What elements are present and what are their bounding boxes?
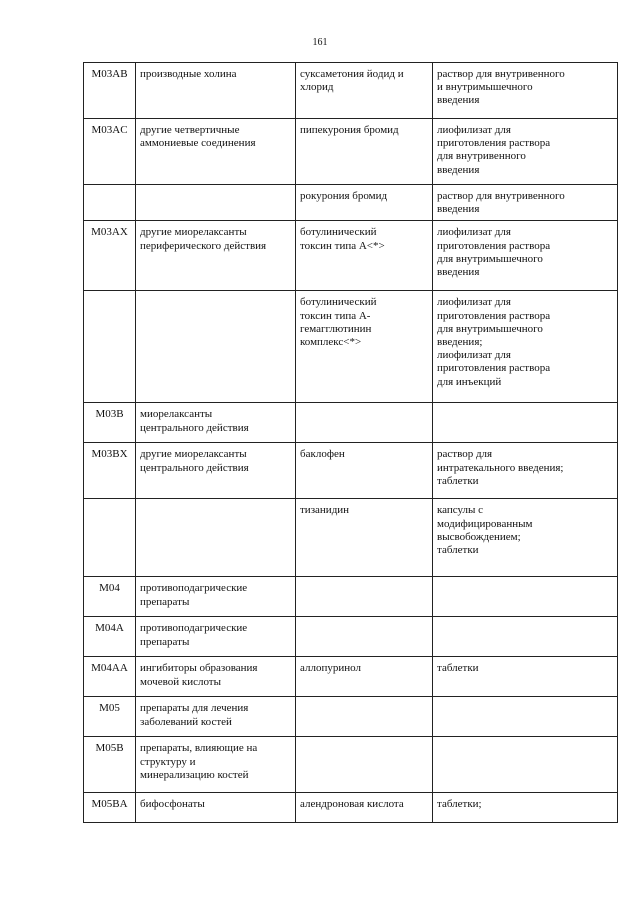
cell-text-line: приготовления раствора [437, 239, 551, 252]
drug-group-cell [136, 793, 296, 823]
dosage-form-cell [433, 119, 618, 185]
atc-code-cell [84, 185, 136, 221]
cell-text-line: таблетки [437, 662, 479, 675]
drug-group-cell [136, 63, 296, 119]
drug-name-cell [296, 737, 433, 793]
atc-code-cell: M04AA [84, 657, 136, 697]
drug-name-cell [296, 63, 433, 119]
atc-code-cell: M05 [84, 697, 136, 737]
cell-text-line: введения [437, 266, 480, 279]
atc-code-cell: M04A [84, 617, 136, 657]
dosage-form-cell [433, 657, 618, 697]
drug-group-cell [136, 577, 296, 617]
dosage-form-cell [433, 403, 618, 443]
drug-name-cell [296, 793, 433, 823]
drug-name-cell [296, 185, 433, 221]
drug-group-cell [136, 657, 296, 697]
drug-table [83, 62, 618, 823]
cell-text-line: центрального действия [140, 421, 249, 434]
drug-group-cell [136, 403, 296, 443]
cell-text-line: приготовления раствора [437, 137, 551, 150]
drug-group-cell [136, 185, 296, 221]
cell-text-line: рокурония бромид [300, 190, 388, 202]
cell-text-line: комплекс<*> [300, 336, 362, 349]
table-row [84, 499, 618, 577]
drug-name-cell [296, 291, 433, 403]
cell-text-line: минерализацию костей [140, 768, 249, 781]
dosage-form-cell [433, 221, 618, 291]
dosage-form-cell [433, 291, 618, 403]
drug-name-cell [296, 119, 433, 185]
table-row [84, 697, 618, 737]
cell-text-line: противоподагрические [140, 622, 248, 635]
table-body [84, 63, 618, 823]
table-row [84, 443, 618, 499]
cell-text-line: другие четвертичные [140, 124, 240, 136]
cell-text-line: для инъекций [437, 375, 502, 388]
drug-group-cell [136, 443, 296, 499]
dosage-form-cell [433, 737, 618, 793]
cell-text-line: хлорид [300, 81, 334, 94]
atc-code-cell [84, 291, 136, 403]
dosage-form-cell [433, 185, 618, 221]
cell-text-line: гемагглютинин [300, 322, 372, 335]
table-row [84, 737, 618, 793]
cell-text-line: ботулинический [300, 296, 377, 309]
cell-text-line: другие миорелаксанты [140, 226, 247, 239]
drug-name-cell [296, 617, 433, 657]
cell-text-line: таблетки; [437, 798, 482, 811]
cell-text-line: приготовления раствора [437, 362, 551, 375]
cell-text-line: препараты для лечения [140, 702, 249, 715]
cell-text-line: другие миорелаксанты [140, 448, 247, 461]
table-row [84, 119, 618, 185]
cell-text-line: препараты [140, 635, 190, 648]
cell-text-line: лиофилизат для [437, 226, 511, 239]
drug-group-cell [136, 697, 296, 737]
cell-text-line: препараты [140, 595, 190, 608]
atc-code-cell: M03B [84, 403, 136, 443]
cell-text-line: раствор для внутривенного [437, 190, 565, 202]
atc-code-cell: M05B [84, 737, 136, 793]
atc-code-cell [84, 499, 136, 577]
cell-text-line: ингибиторы образования [140, 662, 258, 675]
cell-text-line: и внутримышечного [437, 81, 533, 94]
cell-text-line: капсулы с [437, 504, 484, 517]
atc-code-cell: M03AB [84, 63, 136, 119]
drug-name-cell [296, 403, 433, 443]
cell-text-line: лиофилизат для [437, 296, 511, 309]
table-row [84, 577, 618, 617]
cell-text-line: для внутримышечного [437, 322, 543, 335]
drug-group-cell [136, 617, 296, 657]
cell-text-line: производные холина [140, 68, 237, 80]
drug-name-cell [296, 443, 433, 499]
cell-text-line: токсин типа А- [300, 309, 371, 322]
cell-text-line: тизанидин [300, 504, 350, 517]
cell-text-line: аммониевые соединения [140, 137, 256, 150]
table-row [84, 657, 618, 697]
cell-text-line: таблетки [437, 544, 479, 557]
drug-name-cell [296, 657, 433, 697]
cell-text-line: периферического действия [140, 239, 267, 252]
dosage-form-cell [433, 577, 618, 617]
cell-text-line: заболеваний костей [140, 715, 232, 728]
cell-text-line: введения [437, 94, 480, 107]
cell-text-line: центрального действия [140, 461, 249, 474]
drug-group-cell [136, 737, 296, 793]
cell-text-line: противоподагрические [140, 582, 248, 595]
cell-text-line: высвобождением; [437, 530, 521, 543]
cell-text-line: ботулинический [300, 226, 377, 239]
dosage-form-cell [433, 63, 618, 119]
atc-code-cell: M04 [84, 577, 136, 617]
cell-text-line: модифицированным [437, 517, 533, 530]
cell-text-line: лиофилизат для [437, 124, 511, 136]
dosage-form-cell [433, 617, 618, 657]
cell-text-line: интратекального введения; [437, 461, 564, 474]
cell-text-line: введения; [437, 336, 483, 349]
drug-name-cell [296, 499, 433, 577]
cell-text-line: приготовления раствора [437, 309, 551, 322]
cell-text-line: токсин типа А<*> [300, 239, 385, 252]
drug-group-cell [136, 499, 296, 577]
cell-text-line: раствор для внутривенного [437, 68, 565, 80]
table-row [84, 221, 618, 291]
cell-text-line: аллопуринол [300, 662, 361, 675]
dosage-form-cell [433, 499, 618, 577]
atc-code-cell: M03AC [84, 119, 136, 185]
atc-code-cell: M05BA [84, 793, 136, 823]
cell-text-line: мочевой кислоты [140, 675, 222, 688]
atc-code-cell: M03AX [84, 221, 136, 291]
cell-text-line: пипекурония бромид [300, 124, 399, 136]
table-row [84, 793, 618, 823]
table-row [84, 617, 618, 657]
drug-group-cell [136, 119, 296, 185]
table-row [84, 291, 618, 403]
cell-text-line: суксаметония йодид и [300, 68, 404, 80]
cell-text-line: лиофилизат для [437, 349, 511, 362]
cell-text-line: алендроновая кислота [300, 798, 404, 811]
table-row [84, 63, 618, 119]
table-row [84, 403, 618, 443]
cell-text-line: таблетки [437, 474, 479, 487]
cell-text-line: бифосфонаты [140, 798, 205, 811]
drug-name-cell [296, 577, 433, 617]
cell-text-line: миорелаксанты [140, 408, 213, 421]
drug-name-cell [296, 697, 433, 737]
cell-text-line: структуру и [140, 755, 196, 768]
table-row [84, 185, 618, 221]
cell-text-line: для внутримышечного [437, 252, 543, 265]
page-number: 161 [312, 37, 328, 48]
drug-name-cell [296, 221, 433, 291]
drug-group-cell [136, 221, 296, 291]
cell-text-line: для внутривенного [437, 150, 526, 163]
atc-code-cell: M03BX [84, 443, 136, 499]
dosage-form-cell [433, 793, 618, 823]
cell-text-line: баклофен [300, 448, 345, 461]
cell-text-line: введения [437, 203, 480, 216]
dosage-form-cell [433, 443, 618, 499]
cell-text-line: раствор для [437, 448, 493, 461]
drug-group-cell [136, 291, 296, 403]
dosage-form-cell [433, 697, 618, 737]
cell-text-line: введения [437, 163, 480, 176]
cell-text-line: препараты, влияющие на [140, 742, 258, 755]
